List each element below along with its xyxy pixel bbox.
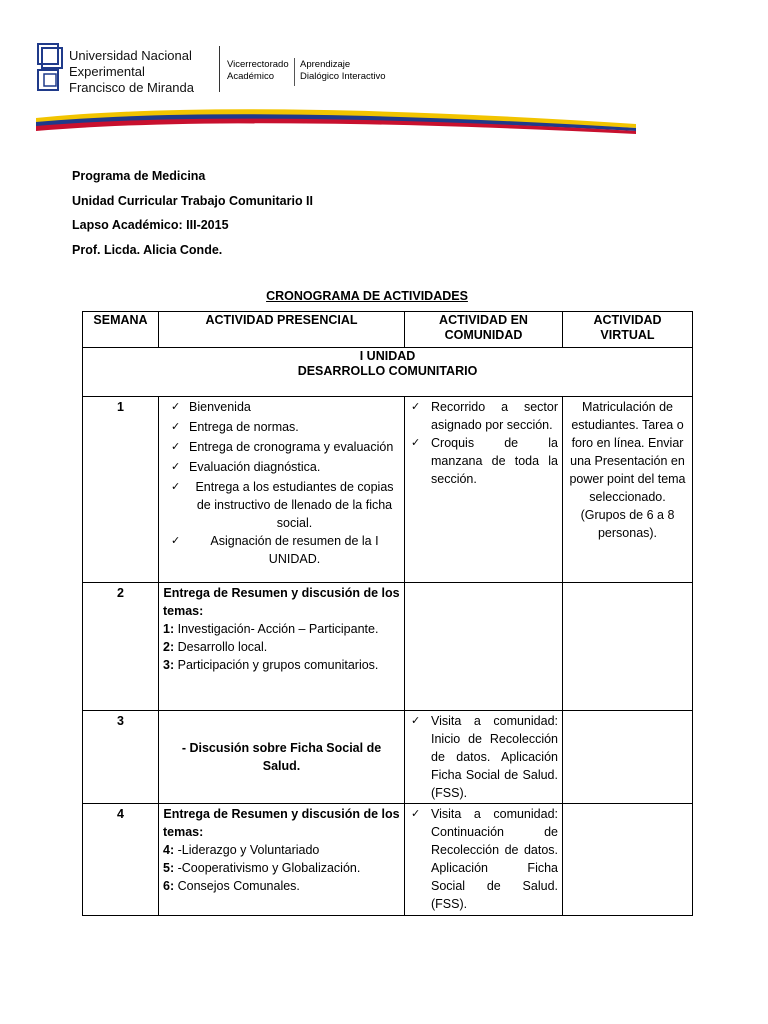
topic-line: 6: Consejos Comunales. — [163, 879, 300, 893]
vicerrectorado-label: Vicerrectorado Académico — [227, 59, 289, 82]
unidad-line: Unidad Curricular Trabajo Comunitario II — [72, 193, 314, 208]
topic-line: 4: -Liderazgo y Voluntariado — [163, 843, 320, 857]
topic-line: 5: -Cooperativismo y Globalización. — [163, 861, 361, 875]
list-item: ✓ Evaluación diagnóstica. — [171, 460, 321, 474]
schedule-title: CRONOGRAMA DE ACTIVIDADES — [266, 289, 468, 303]
presencial-cell — [159, 804, 405, 916]
lapso-line: Lapso Académico: III-2015 — [72, 218, 229, 232]
checkmark-icon: ✓ — [411, 437, 421, 449]
week-number: 1 — [83, 397, 159, 583]
letterhead — [36, 40, 636, 140]
comunidad-cell — [405, 583, 563, 711]
checkmark-icon: ✓ — [171, 535, 181, 547]
topic-line: 1: Investigación- Acción – Participante. — [163, 622, 379, 636]
checkmark-icon: ✓ — [411, 715, 421, 727]
list-item: ✓ Visita a comunidad: Continuación de Recolección de datos. Aplicación Ficha Social de Salud. (FSS). — [411, 807, 558, 911]
header-row — [83, 312, 693, 348]
checkmark-icon: ✓ — [171, 401, 181, 413]
virtual-cell — [563, 804, 693, 916]
week-number: 3 — [83, 711, 159, 804]
comunidad-cell — [405, 397, 563, 583]
topics-heading: Entrega de Resumen y discusión de los temas: — [163, 807, 400, 839]
col-header-presencial: ACTIVIDAD PRESENCIAL — [159, 312, 405, 348]
checkmark-icon: ✓ — [411, 401, 421, 413]
presencial-cell — [159, 583, 405, 711]
course-info — [72, 164, 313, 262]
presencial-cell — [159, 397, 405, 583]
university-logo-icon — [36, 42, 66, 94]
list-item: ✓ Bienvenida — [171, 400, 251, 414]
schedule-table — [82, 311, 693, 916]
checkmark-icon: ✓ — [171, 461, 181, 473]
list-item: ✓ Entrega de cronograma y evaluación — [171, 440, 394, 454]
unit-heading: I UNIDAD DESARROLLO COMUNITARIO — [83, 348, 693, 397]
checkmark-icon: ✓ — [171, 441, 181, 453]
table-row — [83, 804, 693, 916]
flag-swoosh-icon — [36, 98, 636, 138]
list-item: ✓ Asignación de resumen de la I UNIDAD. — [171, 534, 379, 566]
comunidad-cell — [405, 804, 563, 916]
list-item: ✓ Entrega de normas. — [171, 420, 299, 434]
checkmark-icon: ✓ — [171, 481, 181, 493]
header-divider — [219, 46, 220, 92]
header-divider-2 — [294, 58, 295, 86]
virtual-cell — [563, 711, 693, 804]
unit-row — [83, 348, 693, 397]
list-item: ✓ Recorrido a sector asignado por sección. — [411, 400, 558, 432]
aprendizaje-label: Aprendizaje Dialógico Interactivo — [300, 59, 386, 82]
checkmark-icon: ✓ — [411, 808, 421, 820]
col-header-comunidad: ACTIVIDAD EN COMUNIDAD — [405, 312, 563, 348]
comunidad-cell — [405, 711, 563, 804]
university-name: Universidad Nacional Experimental Francisco de Miranda — [69, 48, 194, 95]
table-row — [83, 711, 693, 804]
table-row — [83, 397, 693, 583]
presencial-cell: - Discusión sobre Ficha Social de Salud. — [159, 711, 405, 804]
week-number: 4 — [83, 804, 159, 916]
checkmark-icon: ✓ — [171, 421, 181, 433]
topic-line: 3: Participación y grupos comunitarios. — [163, 658, 379, 672]
professor-line: Prof. Licda. Alicia Conde. — [72, 242, 223, 257]
table-row — [83, 583, 693, 711]
list-item: ✓ Entrega a los estudiantes de copias de instructivo de llenado de la ficha social. — [171, 480, 394, 530]
list-item: ✓ Visita a comunidad: Inicio de Recolección de datos. Aplicación Ficha Social de Salud. (FSS). — [411, 714, 558, 800]
week-number: 2 — [83, 583, 159, 711]
virtual-cell: Matriculación de estudiantes. Tarea o foro en línea. Enviar una Presentación en power point del tema seleccionado. (Grupos de 6 a 8 personas). — [563, 397, 693, 583]
programa-line: Programa de Medicina — [72, 169, 206, 183]
virtual-cell — [563, 583, 693, 711]
topics-heading: Entrega de Resumen y discusión de los temas: — [163, 586, 400, 618]
col-header-virtual: ACTIVIDAD VIRTUAL — [563, 312, 693, 348]
topic-line: 2: Desarrollo local. — [163, 640, 268, 654]
list-item: ✓ Croquis de la manzana de toda la sección. — [411, 436, 558, 486]
col-header-semana: SEMANA — [83, 312, 159, 348]
